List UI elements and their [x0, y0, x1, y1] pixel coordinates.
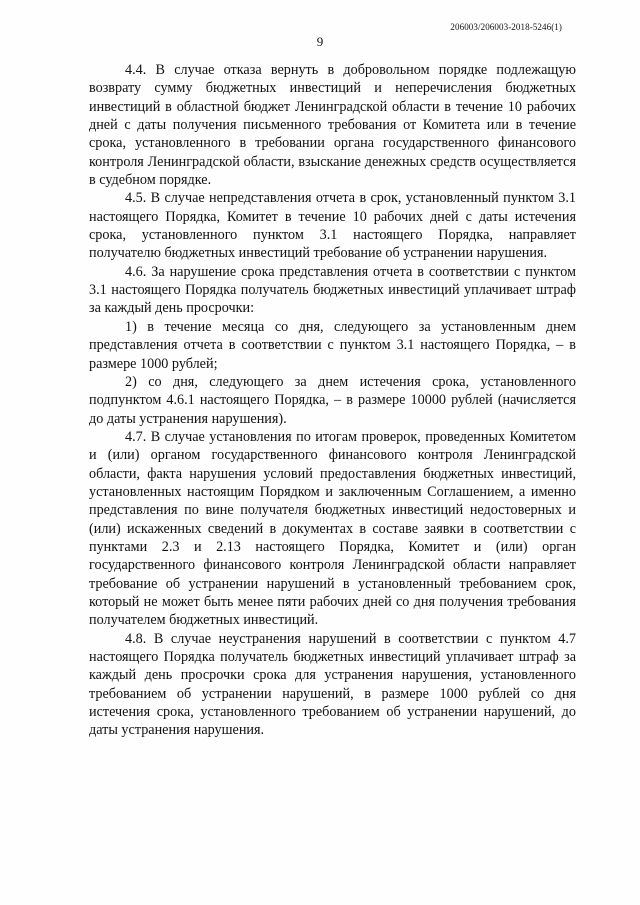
paragraph-4-6: 4.6. За нарушение срока представления отчета в соответствии с пунктом 3.1 настоящего Порядка получатель бюджетных инвестиций уплачивает штраф за каждый день просрочки:: [89, 263, 576, 317]
paragraph-4-8: 4.8. В случае неустранения нарушений в соответствии с пунктом 4.7 настоящего Порядка получатель бюджетных инвестиций уплачивает штраф за каждый день просрочки срока для устранения нарушения, установленного требованием об устранении нарушений, в размере 1000 рублей со дня истечения срока, установленного требованием об устранении нарушений, до даты устранения нарушения.: [89, 630, 576, 739]
paragraph-4-7: 4.7. В случае установления по итогам проверок, проведенных Комитетом и (или) органом государственного финансового контроля Ленинградской области, факта нарушения условий предоставления бюджетных инвестиций, установленных настоящим Порядком и заключенным Соглашением, а именно представления по вине получателя бюджетных инвестиций недостоверных и (или) искаженных сведений в документах в составе заявки в соответствии с пунктами 2.3 и 2.13 настоящего Порядка, Комитет и (или) орган государственного финансового контроля Ленинградской области направляет требование об устранении нарушений в установленный требованием срок, который не может быть менее пяти рабочих дней со дня получения требования получателем бюджетных инвестиций.: [89, 428, 576, 629]
document-id: 206003/206003-2018-5246(1): [450, 22, 562, 32]
paragraph-4-6-2: 2) со дня, следующего за днем истечения срока, установленного подпунктом 4.6.1 настоящего Порядка, – в размере 10000 рублей (начисляется до даты устранения нарушения).: [89, 373, 576, 427]
page-number: 9: [316, 34, 324, 49]
paragraph-4-6-1: 1) в течение месяца со дня, следующего за установленным днем представления отчета в соответствии с пунктом 3.1 настоящего Порядка, – в размере 1000 рублей;: [89, 318, 576, 372]
paragraph-4-5: 4.5. В случае непредставления отчета в срок, установленный пунктом 3.1 настоящего Порядка, Комитет в течение 10 рабочих дней с даты истечения срока, установленного пунктом 3.1 настоящего Порядка, направляет получателю бюджетных инвестиций требование об устранении нарушения.: [89, 190, 576, 262]
paragraph-4-4: 4.4. В случае отказа вернуть в добровольном порядке подлежащую возврату сумму бюджетных инвестиций и неперечисления бюджетных инвестиций в областной бюджет Ленинградской области в течение 10 рабочих дней с даты получения письменного требования от Комитета или в течение срока, установленного в требовании органа государственного финансового контроля Ленинградской области, взыскание денежных средств осуществляется в судебном порядке.: [89, 62, 576, 189]
document-body: [89, 61, 576, 740]
